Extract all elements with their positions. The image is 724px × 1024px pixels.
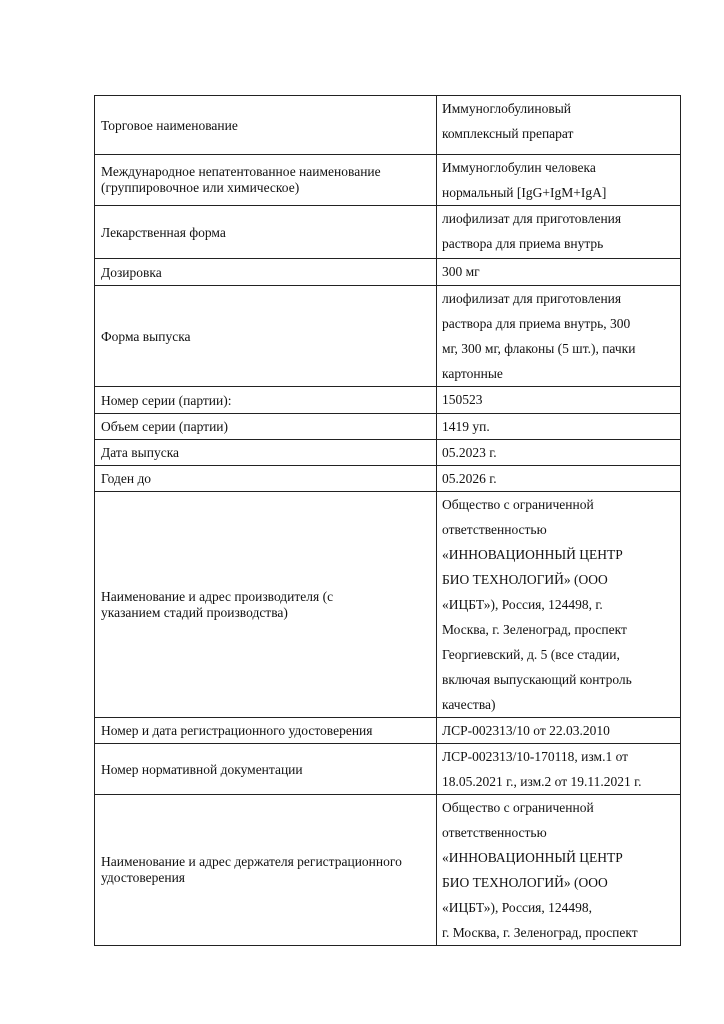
row-label-cell (95, 492, 437, 718)
table-row (95, 96, 681, 155)
row-label-cell (95, 414, 437, 440)
release-form-label: Форма выпуска (101, 328, 191, 344)
table-row (95, 440, 681, 466)
row-value-cell (437, 96, 681, 155)
product-info-table (94, 95, 681, 946)
normative-doc-value: ЛСР-002313/10-170118, изм.1 от 18.05.2021 г., изм.2 от 19.11.2021 г. (442, 749, 642, 789)
table-row (95, 492, 681, 718)
row-value-cell (437, 414, 681, 440)
row-label-cell (95, 744, 437, 795)
dose-label: Дозировка (101, 264, 162, 280)
row-value-cell (437, 718, 681, 744)
holder-value: Общество с ограниченной ответственностью «ИННОВАЦИОННЫЙ ЦЕНТР БИО ТЕХНОЛОГИЙ» (ООО «ИЦБТ»), Россия, 124498, г. Москва, г. Зеленоград, проспект (442, 800, 638, 940)
table-row (95, 744, 681, 795)
trade-name-value: Иммуноглобулиновый комплексный препарат (442, 101, 574, 141)
row-label-cell (95, 795, 437, 946)
batch-volume-label: Объем серии (партии) (101, 419, 229, 434)
row-value-cell (437, 259, 681, 286)
row-label-cell (95, 286, 437, 387)
table-row (95, 206, 681, 259)
row-value-cell (437, 286, 681, 387)
expiry-label: Годен до (101, 471, 152, 486)
row-value-cell (437, 492, 681, 718)
row-value-cell (437, 466, 681, 492)
row-label-cell (95, 718, 437, 744)
normative-doc-label: Номер нормативной документации (101, 761, 303, 777)
row-value-cell (437, 795, 681, 946)
table-row (95, 155, 681, 206)
inn-value: Иммуноглобулин человека нормальный [IgG+IgM+IgA] (442, 160, 607, 200)
row-value-cell (437, 387, 681, 414)
release-form-value: лиофилизат для приготовления раствора для приема внутрь, 300 мг, 300 мг, флаконы (5 шт.), пачки картонные (442, 291, 636, 381)
manufacturer-value: Общество с ограниченной ответственностью «ИННОВАЦИОННЫЙ ЦЕНТР БИО ТЕХНОЛОГИЙ» (ООО «ИЦБТ»), Россия, 124498, г. Москва, г. Зеленоград, проспект Георгиевский, д. 5 (все стадии, включая выпускающий контроль качества) (442, 497, 632, 712)
row-value-cell (437, 155, 681, 206)
expiry-value: 05.2026 г. (442, 471, 497, 486)
table-row (95, 718, 681, 744)
table-row (95, 387, 681, 414)
row-label-cell (95, 466, 437, 492)
manufacturer-label: Наименование и адрес производителя (с указанием стадий производства) (101, 588, 334, 620)
batch-volume-value: 1419 уп. (442, 419, 490, 434)
registration-label: Номер и дата регистрационного удостоверения (101, 723, 373, 738)
dose-value: 300 мг (442, 264, 480, 279)
trade-name-label: Торговое наименование (101, 117, 238, 133)
row-label-cell (95, 259, 437, 286)
inn-label: Международное непатентованное наименование (группировочное или химическое) (101, 164, 381, 195)
dosage-form-value: лиофилизат для приготовления раствора для приема внутрь (442, 211, 622, 251)
release-date-label: Дата выпуска (101, 445, 180, 460)
row-value-cell (437, 744, 681, 795)
registration-value: ЛСР-002313/10 от 22.03.2010 (442, 723, 610, 738)
batch-number-label: Номер серии (партии): (101, 392, 232, 408)
dosage-form-label: Лекарственная форма (101, 224, 226, 240)
batch-number-value: 150523 (442, 392, 483, 407)
row-label-cell (95, 96, 437, 155)
table-row (95, 286, 681, 387)
holder-label: Наименование и адрес держателя регистрационного удостоверения (101, 854, 402, 885)
row-label-cell (95, 440, 437, 466)
row-value-cell (437, 206, 681, 259)
table-row (95, 414, 681, 440)
row-label-cell (95, 155, 437, 206)
row-label-cell (95, 206, 437, 259)
table-row (95, 259, 681, 286)
row-value-cell (437, 440, 681, 466)
release-date-value: 05.2023 г. (442, 445, 497, 460)
row-label-cell (95, 387, 437, 414)
table-row (95, 795, 681, 946)
table-row (95, 466, 681, 492)
